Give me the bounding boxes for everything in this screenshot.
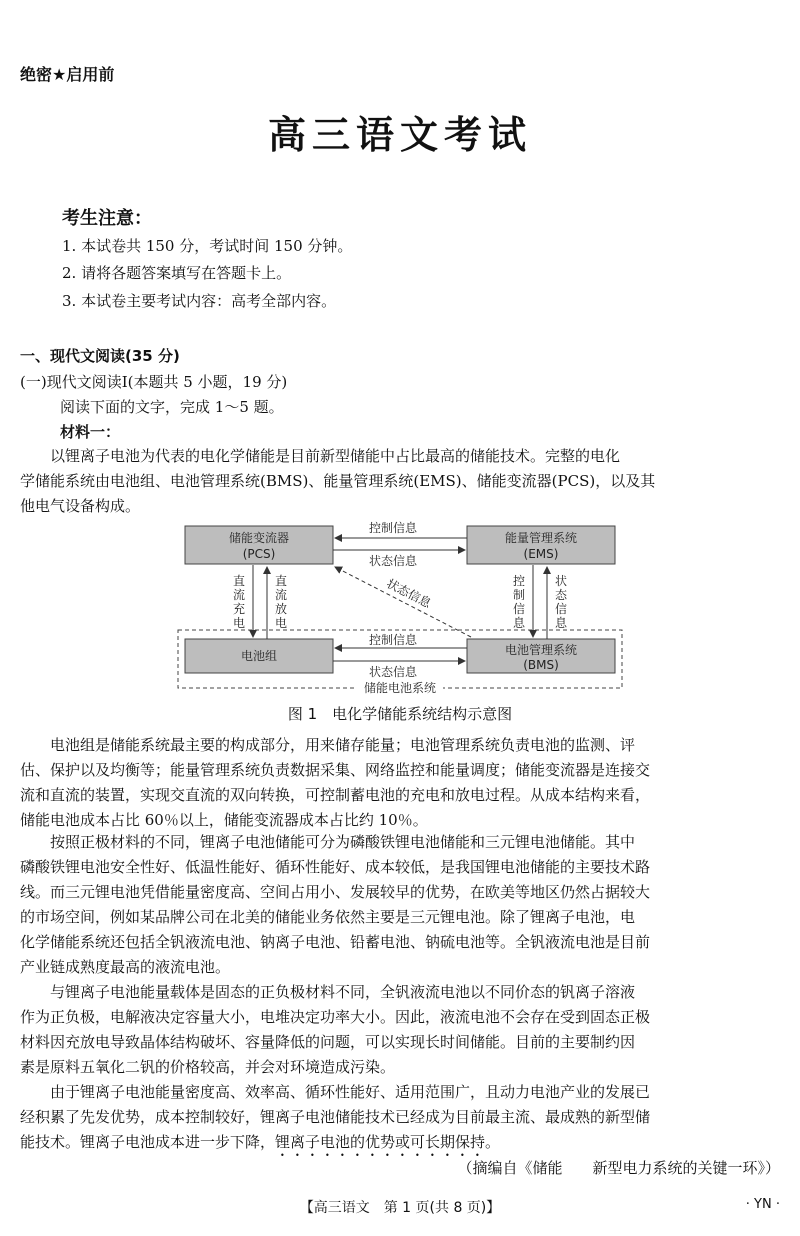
- text-line: 化学储能系统还包括全钒液流电池、钠离子电池、铅蓄电池、钠硫电池等。全钒液流电池是目前: [20, 933, 651, 951]
- text-line-last: [20, 1130, 780, 1160]
- bms-label: 电池管理系统: [504, 643, 578, 657]
- dc-discharge-char: 流: [274, 588, 288, 602]
- notice-item: 2. 请将各题答案填写在答题卡上。: [62, 264, 292, 282]
- text-line: 按照正极材料的不同，锂离子电池储能可分为磷酸铁锂电池储能和三元锂电池储能。其中: [50, 833, 636, 851]
- battery-label: 电池组: [240, 649, 278, 663]
- text-line: 素是原料五氧化二钒的价格较高，并会对环境造成污染。: [20, 1058, 396, 1076]
- paragraph-3: [20, 830, 780, 980]
- bms-abbr: (BMS): [523, 658, 559, 672]
- dc-discharge-char: 电: [274, 616, 288, 630]
- notice-title: 考生注意：: [62, 208, 152, 229]
- paragraph-2: [20, 733, 780, 833]
- plain-text: 能技术。锂离子电池成本进一步下降，: [20, 1133, 276, 1151]
- status-vert-char: 态: [554, 588, 568, 602]
- control-info-label: 控制信息: [368, 521, 418, 535]
- subsection-heading: (一)现代文阅读Ⅰ(本题共 5 小题，19 分): [20, 373, 288, 391]
- text-line: 的市场空间，例如某品牌公司在北美的储能业务依然主要是三元锂电池。除了锂离子电池，电: [20, 908, 636, 926]
- pcs-label: 储能变流器: [228, 531, 290, 545]
- page-title: 高三语文考试: [267, 113, 532, 157]
- emphasized-text: 锂离子电池的优势或可长期保持: [275, 1133, 486, 1151]
- figure-caption: 图 1 电化学储能系统结构示意图: [287, 705, 513, 723]
- notice-item: 3. 本试卷主要考试内容：高考全部内容。: [62, 292, 337, 310]
- confidential-label: 绝密★启用前: [20, 65, 115, 84]
- dc-charge-char: 电: [232, 616, 246, 630]
- dc-discharge-char: 直: [274, 574, 288, 588]
- reading-instruction: 阅读下面的文字，完成 1～5 题。: [60, 398, 284, 416]
- status-info-label: 状态信息: [368, 665, 418, 679]
- material-label: 材料一：: [60, 423, 121, 441]
- text-line: 磷酸铁锂电池安全性好、低温性能好、循环性能好、成本较低，是我国锂电池储能的主要技术路: [20, 858, 651, 876]
- control-info-label: 控制信息: [368, 633, 418, 647]
- dc-discharge-char: 放: [274, 602, 288, 616]
- control-vert-char: 信: [512, 602, 526, 616]
- control-vert-char: 息: [512, 616, 526, 630]
- text-line: 他电气设备构成。: [20, 497, 141, 515]
- status-info-diagonal-label: 状态信息: [384, 576, 434, 611]
- text-line: 材料因充放电导致晶体结构破坏、容量降低的问题，可以实现长时间储能。目前的主要制约因: [20, 1033, 636, 1051]
- text-line: 流和直流的装置，实现交直流的双向转换，可控制蓄电池的充电和放电过程。从成本结构来看，: [20, 786, 651, 804]
- status-vert-char: 息: [554, 616, 568, 630]
- dc-charge-char: 流: [232, 588, 246, 602]
- control-vert-char: 制: [512, 588, 526, 602]
- paragraph-5: [20, 1080, 780, 1160]
- control-vert-char: 控: [512, 574, 526, 588]
- source-citation: （摘编自《储能 新型电力系统的关键一环》）: [457, 1159, 780, 1177]
- plain-text: 。: [485, 1133, 501, 1151]
- text-line: 学储能系统由电池组、电池管理系统(BMS)、能量管理系统(EMS)、储能变流器(PCS)，以及其: [20, 472, 656, 490]
- text-line: 产业链成熟度最高的液流电池。: [20, 958, 231, 976]
- section-heading: 一、现代文阅读(35 分): [20, 347, 180, 365]
- text-line: 储能电池成本占比 60％以上，储能变流器成本占比约 10％。: [20, 811, 428, 829]
- system-label: 储能电池系统: [363, 681, 437, 695]
- status-vert-char: 信: [554, 602, 568, 616]
- status-info-label: 状态信息: [368, 554, 418, 568]
- text-line: 线。而三元锂电池凭借能量密度高、空间占用小、发展较早的优势，在欧美等地区仍然占据较大: [20, 883, 651, 901]
- text-line: 经积累了先发优势，成本控制较好，锂离子电池储能技术已经成为目前最主流、最成熟的新型储: [20, 1108, 651, 1126]
- dc-charge-char: 直: [232, 574, 246, 588]
- paragraph-1: [20, 444, 780, 519]
- storage-system-diagram: [175, 515, 625, 697]
- footer-code: · YN ·: [745, 1197, 780, 1212]
- ems-abbr: (EMS): [523, 547, 559, 561]
- dc-charge-char: 充: [232, 602, 246, 616]
- text-line: 以锂离子电池为代表的电化学储能是目前新型储能中占比最高的储能技术。完整的电化: [50, 447, 621, 465]
- ems-label: 能量管理系统: [504, 531, 578, 545]
- page-footer: 【高三语文 第 1 页(共 8 页)】: [299, 1200, 501, 1216]
- notice-item: 1. 本试卷共 150 分，考试时间 150 分钟。: [62, 237, 353, 255]
- text-line: 估、保护以及均衡等；能量管理系统负责数据采集、网络监控和能量调度；储能变流器是连接交: [20, 761, 651, 779]
- text-line: 与锂离子电池能量载体是固态的正负极材料不同，全钒液流电池以不同价态的钒离子溶液: [50, 983, 636, 1001]
- text-line: 电池组是储能系统最主要的构成部分，用来储存能量；电池管理系统负责电池的监测、评: [50, 736, 636, 754]
- paragraph-4: [20, 980, 780, 1080]
- arrow-status-diagonal: [335, 567, 471, 637]
- text-line: 由于锂离子电池能量密度高、效率高、循环性能好、适用范围广，且动力电池产业的发展已: [50, 1083, 651, 1101]
- status-vert-char: 状: [554, 574, 568, 588]
- pcs-abbr: (PCS): [242, 547, 276, 561]
- text-line: 作为正负极，电解液决定容量大小，电堆决定功率大小。因此，液流电池不会存在受到固态正极: [20, 1008, 651, 1026]
